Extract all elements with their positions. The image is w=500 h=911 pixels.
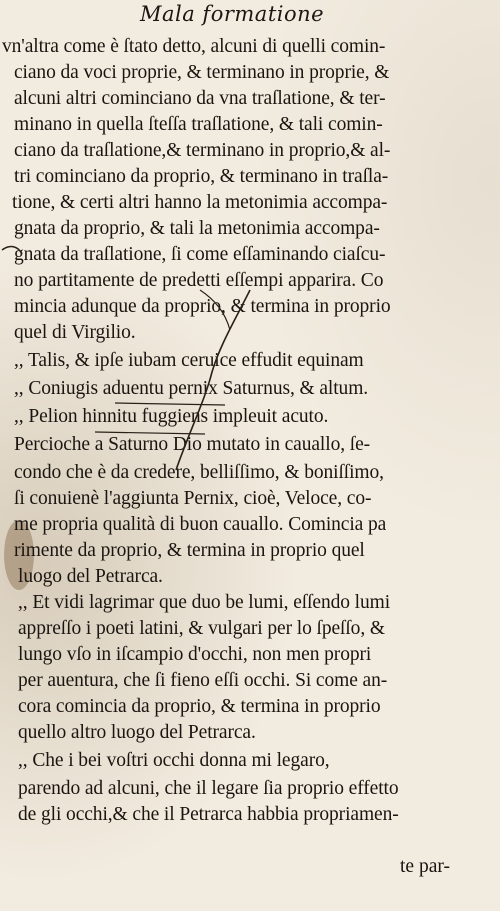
- verse-line: ,, Talis, & ipſe iubam ceruice effudit equinam: [14, 350, 364, 371]
- text-line: per auentura, che ſi fieno eſſi occhi. Si come an-: [18, 670, 388, 691]
- verse-line: ,, Et vidi lagrimar que duo be lumi, eſſendo lumi: [18, 592, 391, 613]
- text-line: mincia adunque da proprio, & termina in proprio: [14, 296, 391, 317]
- verse-line: ,, Pelion hinnitu fuggiens impleuit acuto.: [14, 406, 329, 427]
- text-line: condo che è da credere, belliſſimo, & boniſſimo,: [14, 462, 384, 483]
- text-line: ſi conuienè l'aggiunta Pernix, cioè, Veloce, co-: [14, 488, 372, 509]
- text-line: appreſſo i poeti latini, & vulgari per lo ſpeſſo, &: [18, 618, 385, 639]
- text-line: tione, & certi altri hanno la metonimia accompa-: [12, 192, 388, 213]
- verse-line: ,, Che i bei voſtri occhi donna mi legaro,: [18, 750, 330, 771]
- text-line: vn'altra come è ſtato detto, alcuni di quelli comin-: [2, 36, 386, 57]
- text-line: quel di Virgilio.: [14, 322, 136, 343]
- text-line: ciano da traſlatione,& terminano in proprio,& al-: [14, 140, 391, 161]
- text-line: rimente da proprio, & termina in proprio quel: [14, 540, 365, 561]
- text-line: gnata da traſlatione, ſi come eſſaminando ciaſcu-: [14, 244, 386, 265]
- text-line: minano in quella ſteſſa traſlatione, & tali comin-: [14, 114, 383, 135]
- text-line: me propria qualità di buon cauallo. Comincia pa: [14, 514, 387, 535]
- text-line: ciano da voci proprie, & terminano in proprie, &: [14, 62, 390, 83]
- text-line: tri cominciano da proprio, & terminano in traſla-: [14, 166, 389, 187]
- text-line: alcuni altri cominciano da vna traſlatione, & ter-: [14, 88, 386, 109]
- text-line: luogo del Petrarca.: [18, 566, 163, 587]
- text-line: gnata da proprio, & tali la metonimia accompa-: [14, 218, 380, 239]
- text-line: Percioche a Saturno Dio mutato in cauallo, ſe-: [14, 434, 371, 455]
- text-line: quello altro luogo del Petrarca.: [18, 722, 256, 743]
- text-line: cora comincia da proprio, & termina in proprio: [18, 696, 381, 717]
- text-line: lungo vſo in iſcampio d'occhi, non men propri: [18, 644, 372, 665]
- catchword: te par-: [400, 856, 450, 877]
- text-line: no partitamente de predetti eſſempi apparira. Co: [14, 270, 384, 291]
- running-head: Mala formatione: [140, 2, 325, 26]
- text-line: parendo ad alcuni, che il legare ſia proprio effetto: [18, 778, 399, 799]
- text-line: de gli occhi,& che il Petrarca habbia propriamen-: [18, 804, 399, 825]
- verse-line: ,, Coniugis aduentu pernix Saturnus, & altum.: [14, 378, 369, 399]
